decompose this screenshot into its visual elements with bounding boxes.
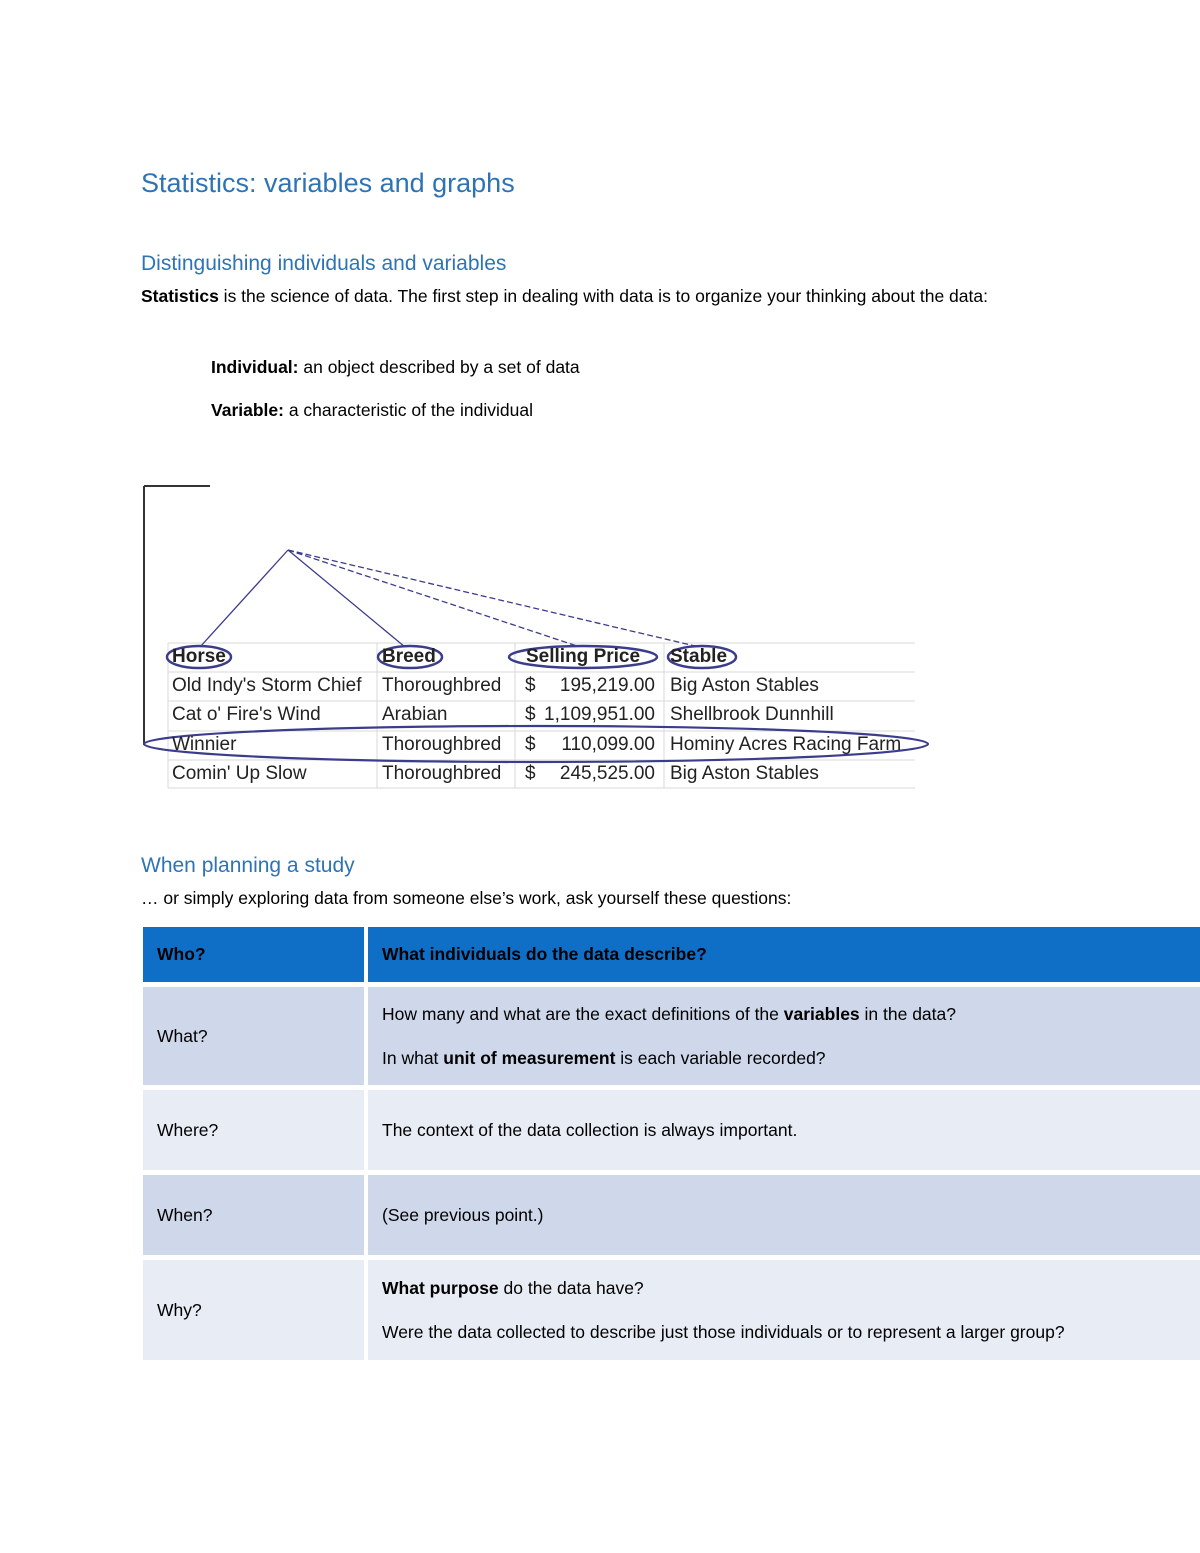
- table-row: [143, 1088, 1200, 1173]
- answer-when: (See previous point.): [366, 1173, 1200, 1258]
- question-what: What?: [143, 985, 366, 1088]
- question-where: Where?: [143, 1088, 366, 1173]
- definition-term: Variable:: [211, 400, 284, 420]
- cell-price: 110,099.00: [561, 734, 655, 755]
- col-header-horse: Horse: [172, 646, 226, 667]
- planning-intro: … or simply exploring data from someone else’s work, ask yourself these questions:: [141, 888, 792, 908]
- intro-paragraph: [141, 282, 1071, 310]
- table-row: [143, 1258, 1200, 1363]
- cell-currency: $: [525, 704, 536, 725]
- cell-breed: Thoroughbred: [382, 763, 502, 784]
- horse-data-figure: [140, 480, 940, 800]
- col-header-price: Selling Price: [526, 646, 641, 667]
- cell-horse: Old Indy's Storm Chief: [172, 675, 362, 696]
- cell-horse: Winnier: [172, 734, 237, 755]
- definition-text: a characteristic of the individual: [283, 400, 533, 420]
- table-row: [143, 927, 1200, 985]
- page-title: Statistics: variables and graphs: [141, 168, 515, 198]
- cell-currency: $: [525, 763, 536, 784]
- cell-breed: Arabian: [382, 704, 448, 725]
- cell-horse: Comin' Up Slow: [172, 763, 307, 784]
- answer-what: How many and what are the exact definitions of the variables in the data? In what unit of measurement is each variable recorded?: [366, 985, 1200, 1088]
- connector-lines: [200, 550, 695, 647]
- col-header-stable: Stable: [670, 646, 728, 667]
- cell-stable: Hominy Acres Racing Farm: [670, 734, 902, 755]
- col-header-breed: Breed: [382, 646, 436, 667]
- question-when: When?: [143, 1173, 366, 1258]
- table-row: [143, 1173, 1200, 1258]
- cell-breed: Thoroughbred: [382, 675, 502, 696]
- cell-stable: Big Aston Stables: [670, 763, 819, 784]
- cell-price: 195,219.00: [559, 675, 655, 696]
- cell-currency: $: [525, 675, 536, 696]
- cell-stable: Shellbrook Dunnhill: [670, 704, 834, 725]
- definition-variable: [211, 400, 533, 421]
- section-heading-individuals: Distinguishing individuals and variables: [141, 252, 507, 275]
- definition-term: Individual:: [211, 357, 299, 377]
- questions-table: [143, 927, 1200, 1365]
- question-who: Who?: [143, 927, 366, 985]
- section-heading-planning: When planning a study: [141, 854, 355, 877]
- answer-where: The context of the data collection is always important.: [366, 1088, 1200, 1173]
- definition-individual: [211, 357, 580, 378]
- cell-stable: Big Aston Stables: [670, 675, 819, 696]
- table-row: [143, 985, 1200, 1088]
- answer-why: What purpose do the data have? Were the data collected to describe just those individuals or to represent a larger group?: [366, 1258, 1200, 1363]
- intro-bold: Statistics: [141, 286, 219, 306]
- cell-horse: Cat o' Fire's Wind: [172, 704, 321, 725]
- cell-breed: Thoroughbred: [382, 734, 502, 755]
- cell-currency: $: [525, 734, 536, 755]
- cell-price: 1,109,951.00: [544, 704, 655, 725]
- definition-text: an object described by a set of data: [298, 357, 580, 377]
- answer-who: What individuals do the data describe?: [366, 927, 1200, 985]
- question-why: Why?: [143, 1258, 366, 1363]
- intro-text: is the science of data. The first step in dealing with data is to organize your thinking about the data:: [218, 286, 988, 306]
- cell-price: 245,525.00: [559, 763, 655, 784]
- header-circles: [167, 646, 736, 668]
